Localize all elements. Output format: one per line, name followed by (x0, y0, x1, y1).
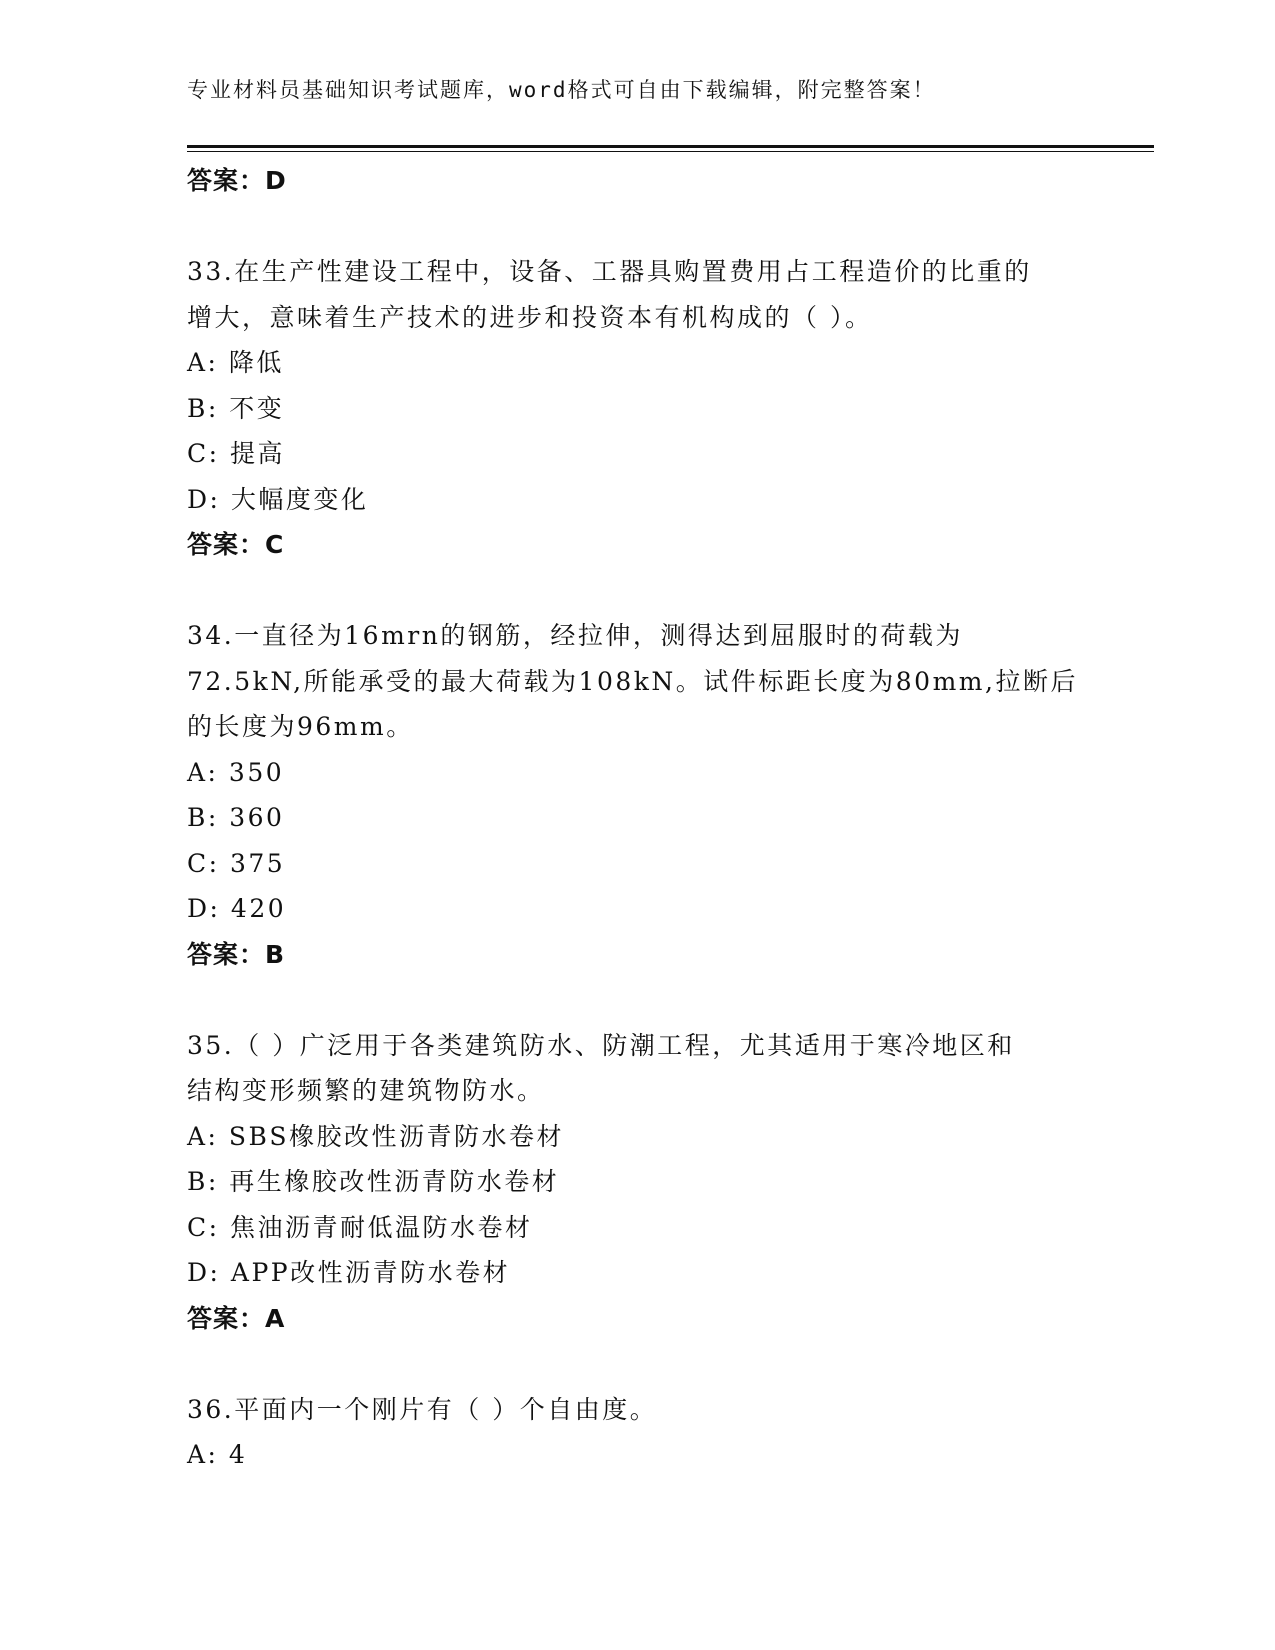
option-b: B: 360 (187, 803, 285, 832)
question-text: 的长度为96mm。 (187, 712, 414, 741)
option-a: A: SBS橡胶改性沥青防水卷材 (187, 1121, 565, 1151)
document-body (187, 158, 1087, 1478)
option-c: C: 375 (187, 848, 286, 878)
spacer (187, 204, 1087, 250)
option-a: A: 4 (187, 1440, 248, 1469)
question-block-35 (187, 1023, 1087, 1342)
spacer (187, 1341, 1087, 1387)
spacer (187, 977, 1087, 1023)
option-c: C: 提高 (187, 439, 285, 468)
header-rule-thick (187, 145, 1154, 148)
option-b: B: 不变 (187, 393, 285, 423)
question-block-36 (187, 1387, 1087, 1478)
option-d: D: 420 (187, 894, 287, 923)
option-d: D: APP改性沥青防水卷材 (187, 1258, 511, 1287)
option-b: B: 再生橡胶改性沥青防水卷材 (187, 1167, 560, 1196)
option-a: A: 降低 (187, 348, 284, 377)
question-block-34 (187, 613, 1087, 977)
answer-line: 答案：A (187, 1303, 286, 1333)
page-header: 专业材料员基础知识考试题库，word格式可自由下载编辑，附完整答案！ (187, 78, 936, 102)
question-text: 增大，意味着生产技术的进步和投资本有机构成的（ ）。 (187, 302, 873, 332)
question-block-33 (187, 249, 1087, 568)
question-text: 36.平面内一个刚片有（ ）个自由度。 (187, 1394, 658, 1424)
option-c: C: 焦油沥青耐低温防水卷材 (187, 1212, 533, 1242)
question-text: 34.一直径为16mrn的钢筋，经拉伸，测得达到屈服时的荷载为 (187, 621, 963, 650)
spacer (187, 568, 1087, 614)
option-a: A: 350 (187, 757, 285, 787)
answer-line: 答案：B (187, 939, 286, 969)
answer-line: 答案：D (187, 166, 287, 195)
header-rule-thin (187, 151, 1154, 152)
option-d: D: 大幅度变化 (187, 484, 369, 514)
question-text: 35.（ ）广泛用于各类建筑防水、防潮工程，尤其适用于寒冷地区和 (187, 1030, 1015, 1060)
question-text: 33.在生产性建设工程中，设备、工器具购置费用占工程造价的比重的 (187, 257, 1032, 286)
question-text: 72.5kN,所能承受的最大荷载为108kN。试件标距长度为80mm,拉断后 (187, 666, 1078, 696)
answer-line: 答案：C (187, 530, 285, 559)
question-text: 结构变形频繁的建筑物防水。 (187, 1076, 545, 1105)
